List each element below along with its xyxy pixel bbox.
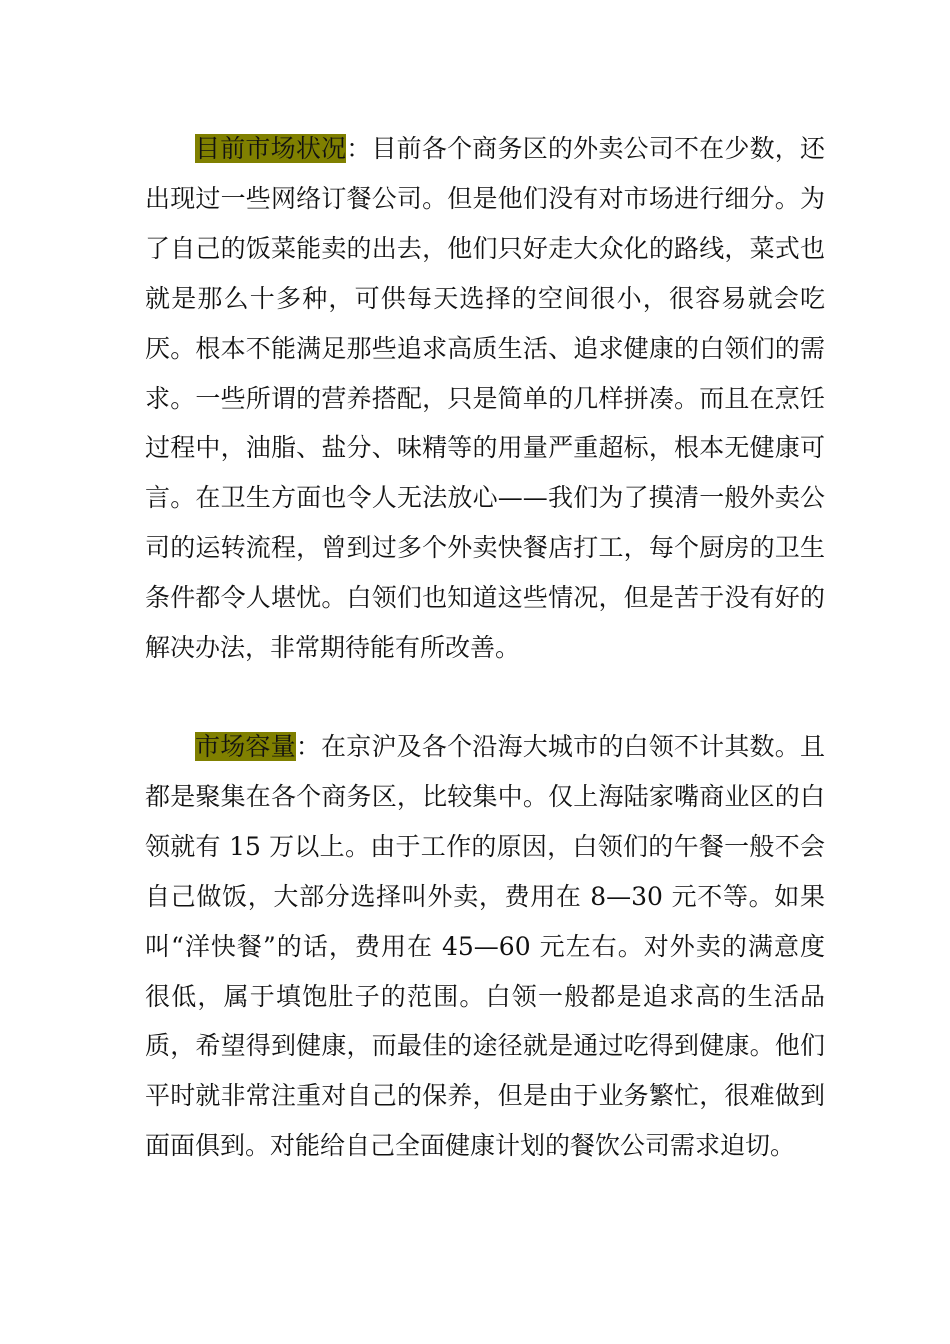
- heading-market-capacity: 市场容量: [195, 732, 296, 761]
- heading-colon: ：: [346, 134, 372, 163]
- paragraph-body: 目前各个商务区的外卖公司不在少数，还出现过一些网络订餐公司。但是他们没有对市场进行细分。为了自己的饭菜能卖的出去，他们只好走大众化的路线，菜式也就是那么十多种，可供每天选择的空间很小，很容易就会吃厌。根本不能满足那些追求高质生活、追求健康的白领们的需求。一些所谓的营养搭配，只是简单的几样拼凑。而且在烹饪过程中，油脂、盐分、味精等的用量严重超标，根本无健康可言。在卫生方面也令人无法放心——我们为了摸清一般外卖公司的运转流程，曾到过多个外卖快餐店打工，每个厨房的卫生条件都令人堪忧。白领们也知道这些情况，但是苦于没有好的解决办法，非常期待能有所改善。: [145, 134, 825, 663]
- paragraph-market-capacity: [145, 722, 825, 1171]
- heading-colon: ：: [295, 732, 322, 761]
- paragraph-market-status: [145, 124, 825, 673]
- heading-market-status: 目前市场状况: [195, 134, 347, 163]
- paragraph-body: 在京沪及各个沿海大城市的白领不计其数。且都是聚集在各个商务区，比较集中。仅上海陆家嘴商业区的白领就有 15 万以上。由于工作的原因，白领们的午餐一般不会自己做饭，大部分选择叫外卖，费用在 8—30 元不等。如果叫“洋快餐”的话，费用在 45—60 元左右。对外卖的满意度很低，属于填饱肚子的范围。白领一般都是追求高的生活品质，希望得到健康，而最佳的途径就是通过吃得到健康。他们平时就非常注重对自己的保养，但是由于业务繁忙，很难做到面面俱到。对能给自己全面健康计划的餐饮公司需求迫切。: [145, 732, 825, 1161]
